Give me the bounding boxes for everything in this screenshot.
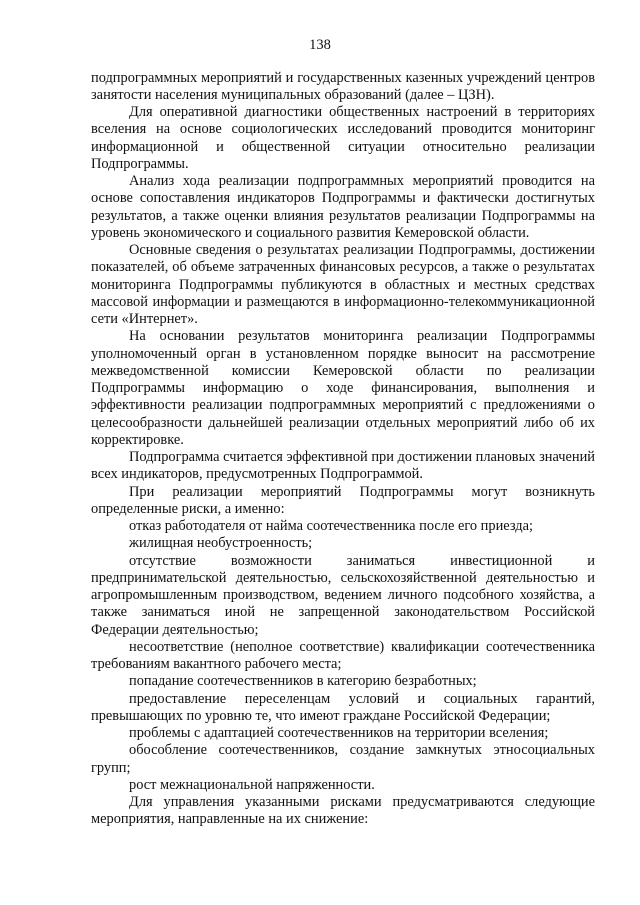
risk-item: жилищная необустроенность; [129,535,313,552]
risk-item: проблемы с адаптацией соотечественников на территории вселения; [129,725,549,741]
paragraph-results-publication: Основные сведения о результатах реализации Подпрограммы, достижении показателей, об объеме затраченных финансовых ресурсов, а также о результатах мониторинга Подпрограммы публикуются в областных и местных средствах массовой информации и размещаются в информационно-телекоммуникационной сети «Интернет». [91,242,595,327]
risk-item: несоответствие (неполное соответствие) квалификации соотечественника требованиям вакантного рабочего места; [91,638,595,672]
paragraph-risks-intro: При реализации мероприятий Подпрограммы могут возникнуть определенные риски, а именно: [91,483,595,517]
risk-item: попадание соотечественников в категорию безработных; [129,673,477,690]
risk-item: отказ работодателя от найма соотечественника после его приезда; [129,518,533,534]
risk-item: предоставление переселенцам условий и социальных гарантий, превышающих по уровню те, что имеют граждане Российской Федерации; [91,690,595,724]
paragraph-progress-analysis: Анализ хода реализации подпрограммных мероприятий проводится на основе сопоставления индикаторов Подпрограммы и фактически достигнутых результатов, а также оценки влияния результатов реализации Подпрограммы на уровень экономического и социального развития Кемеровской области. [91,173,595,241]
page-number: 138 [309,37,331,53]
paragraph-effectiveness: Подпрограмма считается эффективной при достижении плановых значений всех индикаторов, предусмотренных Подпрограммой. [91,449,595,483]
document-body [91,70,595,829]
paragraph-monitoring-diagnostics: Для оперативной диагностики общественных настроений в территориях вселения на основе социологических исследований проводится мониторинг информационной и общественной ситуации относительно реализации Подпрограммы. [91,104,595,172]
paragraph-commission-report: На основании результатов мониторинга реализации Подпрограммы уполномоченный орган в установленном порядке выносит на рассмотрение межведомственной комиссии Кемеровской области по реализации Подпрограммы информацию о ходе финансирования, выполнения и эффективности реализации подпрограммных мероприятий с предложениями о целесообразности дальнейшей реализации отдельных мероприятий либо об их корректировке. [91,328,595,448]
paragraph-continuation: подпрограммных мероприятий и государственных казенных учреждений центров занятости населения муниципальных образований (далее – ЦЗН). [91,69,595,103]
risk-item: рост межнациональной напряженности. [129,776,375,793]
risk-item: обособление соотечественников, создание замкнутых этносоциальных групп; [91,742,595,776]
paragraph-risk-management: Для управления указанными рисками предусматриваются следующие мероприятия, направленные на их снижение: [91,794,595,828]
risk-item: отсутствие возможности заниматься инвестиционной и предпринимательской деятельностью, сельскохозяйственной деятельностью и агропромышленным производством, ведением личного подсобного хозяйства, а также заниматься иной не запрещенной законодательством Российской Федерации деятельностью; [91,552,595,638]
